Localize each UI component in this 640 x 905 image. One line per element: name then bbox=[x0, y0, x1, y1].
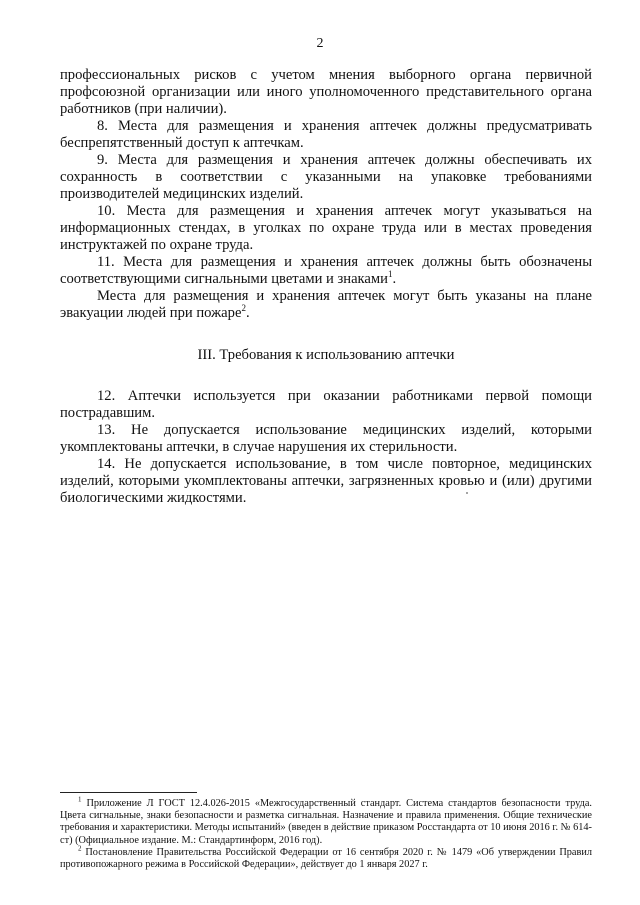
paragraph-11-end: . bbox=[392, 271, 397, 287]
footnote-text-2: Постановление Правительства Российской Федерации от 16 сентября 2020 г. № 1479 «Об утверждении Правил противопожарного режима в Российской Федерации», действует до 1 января 2027 г. bbox=[60, 846, 593, 871]
paragraph-evacuation-end: . bbox=[245, 305, 250, 321]
paragraph-evacuation-text: Места для размещения и хранения аптечек могут быть указаны на плане эвакуации людей при пожаре bbox=[60, 288, 592, 321]
paragraph-8: 8. Места для размещения и хранения аптечек должны предусматривать беспрепятственный доступ к аптечкам. bbox=[60, 118, 592, 151]
paragraph-9: 9. Места для размещения и хранения аптечек должны обеспечивать их сохранность в соответствии с указанными на упаковке требованиями производителей медицинских изделий. bbox=[60, 152, 592, 202]
paragraph-evacuation-plan bbox=[60, 288, 592, 322]
paragraph-11-text: 11. Места для размещения и хранения аптечек должны быть обозначены соответствующими сигнальными цветами и знаками bbox=[60, 254, 592, 287]
paragraph-11 bbox=[60, 254, 592, 288]
paragraph-continuation: профессиональных рисков с учетом мнения выборного органа первичной профсоюзной организации или иного уполномоченного представительного органа работников (при наличии). bbox=[60, 67, 592, 117]
paragraph-10: 10. Места для размещения и хранения аптечек могут указываться на информационных стендах, в уголках по охране труда или в местах проведения инструктажей по охране труда. bbox=[60, 203, 592, 253]
page-number: 2 bbox=[316, 36, 324, 51]
footnote-separator bbox=[60, 792, 197, 793]
section-heading: III. Требования к использованию аптечки bbox=[197, 347, 455, 363]
footnote-2 bbox=[60, 844, 593, 871]
footnote-1 bbox=[60, 795, 593, 847]
footnote-reference-2[interactable]: 2 bbox=[241, 303, 246, 314]
footnote-reference-1[interactable]: 1 bbox=[387, 269, 393, 280]
paragraph-13: 13. Не допускается использование медицинских изделий, которыми укомплектованы аптечки, в случае нарушения их стерильности. bbox=[60, 422, 592, 455]
footnote-mark-1: 1 bbox=[78, 795, 82, 804]
paragraph-12: 12. Аптечки используется при оказании работниками первой помощи пострадавшим. bbox=[60, 388, 592, 421]
paragraph-14: 14. Не допускается использование, в том числе повторное, медицинских изделий, которыми укомплектованы аптечки, загрязненных кровью и (или) другими биологическими жидкостями. bbox=[60, 456, 592, 506]
footnotes bbox=[60, 795, 593, 871]
footnote-mark-2: 2 bbox=[78, 844, 82, 853]
footnote-text-1: Приложение Л ГОСТ 12.4.026-2015 «Межгосударственный стандарт. Система стандартов безопасности труда. Цвета сигнальные, знаки безопасности и разметка сигнальная. Назначение и правила применения. Общие технические требования и характеристики. Методы испытаний» (введен в действие приказом Росстандарта от 10 июня 2016 г. № 614-ст) (Официальное издание. М.: Стандартинформ, 2016 год). bbox=[60, 798, 593, 846]
document-body bbox=[60, 67, 592, 507]
scan-speck bbox=[466, 492, 468, 494]
